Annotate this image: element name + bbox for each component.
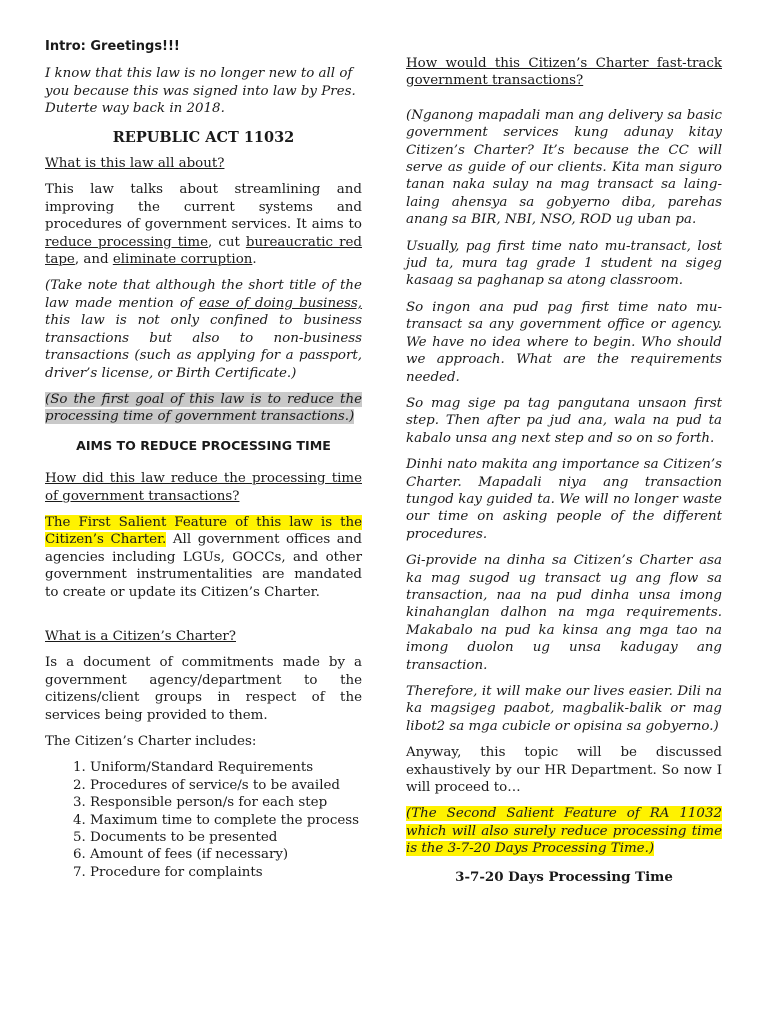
visayan-paragraph-1: (Nganong mapadali man ang delivery sa basic government services kung adunay kitay Citizen’s Charter? It’s because the CC will serve as guide of our clients. Kita man siguro tanan naka sulay na mag transact sa laing-laing ahensya sa gobyerno diba, parehas anang sa BIR, NBI, NSO, ROD ug uban pa. — [406, 107, 722, 228]
visayan-paragraph-7: Therefore, it will make our lives easier. Dili na ka magsigeg paabot, magbalik-balik or mag libot2 sa mga cubicle or opisina sa gobyerno.) — [406, 684, 722, 734]
question-how-reduce: How did this law reduce the processing time of government transactions? — [45, 471, 362, 504]
cc-includes-label: The Citizen’s Charter includes: — [45, 734, 257, 749]
visayan-paragraph-6: Gi-provide na dinha sa Citizen’s Charter asa ka mag sugod ug transact ug ang flow sa transaction, naa na pud dinha unsa imong kinahanglan dalhon na mga requirements. Makabalo na pud ka kinsa ang mga tao na imong duolon ug unsa kadugay ang transaction. — [406, 553, 722, 673]
question-what-is-cc: What is a Citizen’s Charter? — [45, 628, 236, 644]
second-salient-feature: (The Second Salient Feature of RA 11032 which will also surely reduce processing time is the 3-7-20 Days Processing Time.) — [406, 806, 722, 857]
cc-definition: Is a document of commitments made by a government agency/department to the citizens/client groups in respect of the services being provided to them. — [45, 655, 362, 723]
list-item: 7. Procedure for complaints — [90, 864, 362, 881]
law-summary-paragraph: This law talks about streamlining and improving the current systems and procedures of government services. It aims to reduce processing time, cut bureaucratic red tape, and eliminate corruption. — [45, 182, 362, 268]
first-salient-feature-paragraph: The First Salient Feature of this law is the Citizen’s Charter. All government offices and agencies including LGUs, GOCCs, and other government instrumentalities are mandated to create or update its Citizen’s Charter. — [45, 514, 362, 600]
right-column — [406, 0, 722, 886]
list-item: 3. Responsible person/s for each step — [90, 794, 362, 811]
visayan-paragraph-4: So mag sige pa tag pangutana unsaon first step. Then after pa jud ana, wala na pud ta kabalo unsa ang next step and so on so forth. — [406, 395, 722, 446]
list-item: 4. Maximum time to complete the process — [90, 812, 362, 829]
intro-text: I know that this law is no longer new to all of you because this was signed into law by Pres. Duterte way back in 2018. — [45, 66, 356, 117]
visayan-paragraph-5: Dinhi nato makita ang importance sa Citizen’s Charter. Mapadali niya ang transaction tungod kay guided ta. We will no longer waste our time on asking people of the different procedures. — [406, 457, 722, 542]
first-goal-note: (So the first goal of this law is to reduce the processing time of government transactions.) — [45, 391, 362, 425]
list-item: 1. Uniform/Standard Requirements — [90, 759, 362, 776]
list-item: 5. Documents to be presented — [90, 829, 362, 846]
cc-items-list — [45, 759, 362, 881]
processing-time-heading: 3-7-20 Days Processing Time — [455, 868, 673, 885]
left-column — [45, 0, 362, 881]
list-item: 6. Amount of fees (if necessary) — [90, 846, 362, 863]
take-note-paragraph: (Take note that although the short title of the law made mention of ease of doing business, this law is not only confined to business transactions but also to non-business transactions (such as applying for a passport, driver’s license, or Birth Certificate.) — [45, 278, 363, 381]
visayan-paragraph-2: Usually, pag first time nato mu-transact, lost jud ta, mura tag grade 1 student na sigeg kasaag sa paghanap sa atong classroom. — [406, 238, 722, 289]
proceed-paragraph: Anyway, this topic will be discussed exhaustively by our HR Department. So now I will proceed to… — [406, 745, 722, 796]
list-item: 2. Procedures of service/s to be availed — [90, 777, 362, 794]
visayan-paragraph-3: So ingon ana pud pag first time nato mu-transact sa any government office or agency. We have no idea where to begin. Who should we approach. What are the requirements needed. — [406, 299, 722, 385]
question-fast-track: How would this Citizen’s Charter fast-track government transactions? — [406, 56, 722, 89]
act-title: REPUBLIC ACT 11032 — [112, 128, 295, 146]
question-law-about: What is this law all about? — [45, 156, 225, 172]
intro-heading: Intro: Greetings!!! — [45, 39, 180, 54]
aims-heading: AIMS TO REDUCE PROCESSING TIME — [76, 437, 331, 453]
